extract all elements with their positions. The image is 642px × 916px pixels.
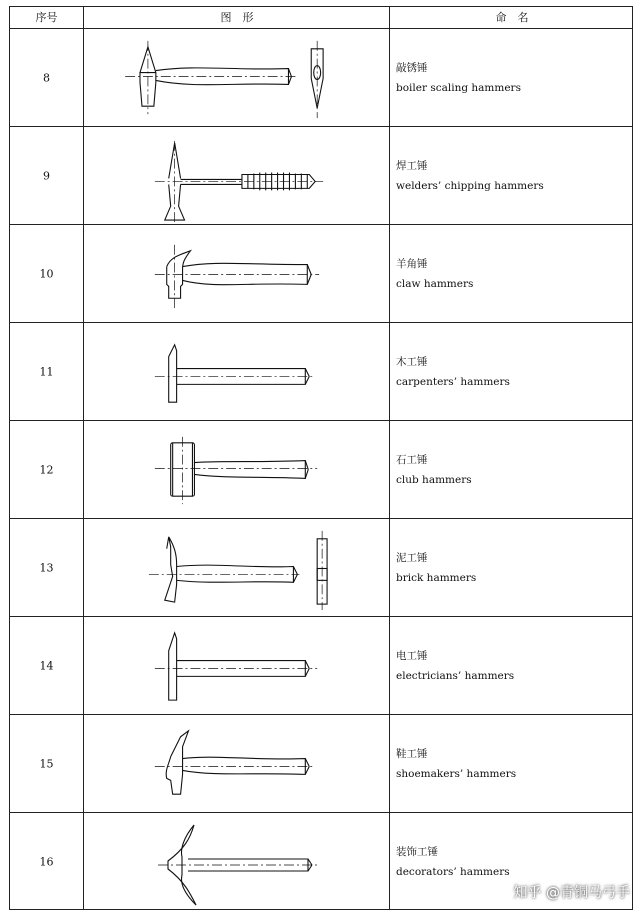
hammer-name <box>396 156 544 196</box>
header-number: 序号 <box>35 11 58 24</box>
chinese-name: 木工锤 <box>396 355 428 368</box>
chinese-name: 石工锤 <box>396 453 428 466</box>
english-name: decorators’ hammers <box>396 866 510 878</box>
row-number: 16 <box>39 855 54 869</box>
row-number: 8 <box>43 71 50 84</box>
shoemakers-hammer-icon <box>84 715 390 812</box>
english-name: shoemakers’ hammers <box>396 767 517 780</box>
table-row <box>10 715 632 813</box>
english-name: brick hammers <box>396 571 477 584</box>
table-row <box>10 519 632 617</box>
row-number: 10 <box>39 267 54 280</box>
brick-hammer-icon <box>84 519 390 616</box>
club-hammer-icon <box>84 421 390 518</box>
chinese-name: 焊工锤 <box>396 159 428 172</box>
english-name: club hammers <box>396 473 472 486</box>
decorators-hammer-icon <box>84 813 390 911</box>
claw-hammer-icon <box>84 225 390 322</box>
hammer-name <box>396 842 510 882</box>
table-row <box>10 617 632 715</box>
electricians-hammer-icon <box>84 617 390 714</box>
hammer-name <box>396 58 521 98</box>
header-name: 命 名 <box>495 11 529 24</box>
table-row <box>10 225 632 323</box>
row-number: 13 <box>39 561 54 574</box>
header-figure: 图 形 <box>220 11 254 24</box>
carpenters-hammer-icon <box>84 323 390 420</box>
row-number: 12 <box>39 463 54 476</box>
watermark: 知乎 @青铜马弓手 <box>513 885 630 901</box>
hammer-name <box>396 548 476 588</box>
table-row <box>10 323 632 421</box>
chinese-name: 敲锈锤 <box>396 61 428 74</box>
table-row <box>10 127 632 225</box>
english-name: carpenters’ hammers <box>396 375 510 388</box>
english-name: welders’ chipping hammers <box>396 179 544 192</box>
chinese-name: 羊角锤 <box>396 257 428 270</box>
english-name: claw hammers <box>396 277 474 290</box>
hammer-classification-table <box>9 6 633 910</box>
chinese-name: 电工锤 <box>396 649 428 662</box>
welders-chipping-hammer-icon <box>84 127 390 224</box>
chinese-name: 泥工锤 <box>396 551 428 564</box>
chinese-name: 装饰工锤 <box>396 846 438 858</box>
row-number: 11 <box>39 365 54 378</box>
hammer-name <box>396 254 473 294</box>
row-number: 9 <box>43 169 50 182</box>
boiler-scaling-hammer-icon <box>84 29 390 126</box>
english-name: boiler scaling hammers <box>396 81 521 94</box>
hammer-name <box>396 744 516 784</box>
hammer-name <box>396 352 510 392</box>
chinese-name: 鞋工锤 <box>396 747 428 760</box>
table-row <box>10 421 632 519</box>
table-row <box>10 29 632 127</box>
row-number: 15 <box>39 757 54 770</box>
row-number: 14 <box>39 659 54 672</box>
english-name: electricians’ hammers <box>396 669 515 682</box>
hammer-name <box>396 646 514 686</box>
hammer-name <box>396 450 472 490</box>
table-header <box>10 7 632 29</box>
